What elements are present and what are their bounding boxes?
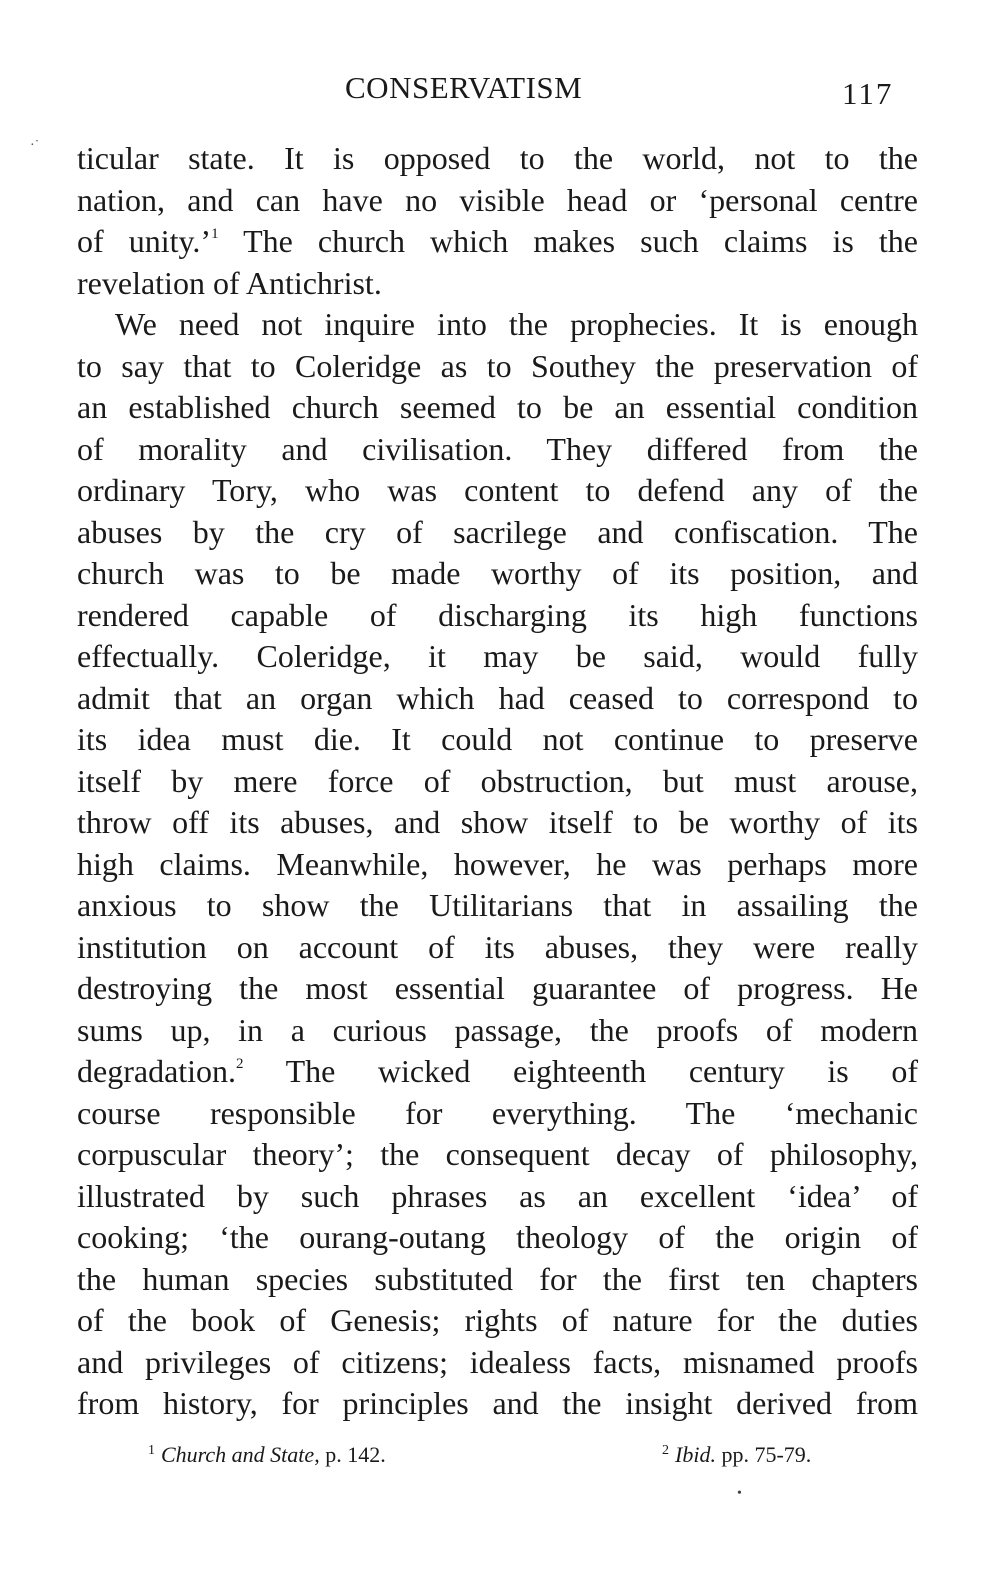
text-line: the human species substituted for the first ten chapters <box>77 1260 918 1297</box>
text-line: itself by mere force of obstruction, but must arouse, <box>77 762 918 799</box>
footnote-marker: 1 <box>148 1443 155 1458</box>
footnote-ref-1: 1 <box>211 226 219 242</box>
text-line: corpuscular theory’; the consequent decay of philosophy, <box>77 1136 918 1172</box>
text-line <box>77 1051 918 1093</box>
body-text <box>77 138 918 1425</box>
text-line: church was to be made worthy of its position, and <box>77 555 918 591</box>
footnotes <box>0 1442 1000 1482</box>
footnote-2 <box>662 1442 811 1468</box>
running-head <box>0 70 1000 110</box>
text-line: institution on account of its abuses, they were really <box>77 928 918 965</box>
text-line: admit that an organ which had ceased to correspond to <box>77 679 918 716</box>
text-fragment: The church which makes such claims is the <box>218 223 919 259</box>
text-line: illustrated by such phrases as an excellent ‘idea’ of <box>77 1177 918 1214</box>
text-line: ordinary Tory, who was content to defend any of the <box>77 472 918 508</box>
footnote-1 <box>148 1442 386 1468</box>
footnote-source-title: Church and State <box>161 1442 315 1467</box>
text-line: of morality and civilisation. They differed from the <box>77 430 918 467</box>
text-line: sums up, in a curious passage, the proofs of modern <box>77 1011 918 1048</box>
page-number: 117 <box>842 76 894 111</box>
text-line: destroying the most essential guarantee of progress. He <box>77 970 918 1006</box>
text-line: abuses by the cry of sacrilege and confiscation. The <box>77 513 918 550</box>
text-line: to say that to Coleridge as to Southey the preservation of <box>77 347 918 384</box>
text-line: effectually. Coleridge, it may be said, would fully <box>77 638 918 674</box>
footnote-marker: 2 <box>662 1443 669 1458</box>
footnote-source-title: Ibid. <box>675 1442 716 1467</box>
text-line: cooking; ‘the ourang-outang theology of the origin of <box>77 1219 918 1255</box>
text-line: course responsible for everything. The ‘mechanic <box>77 1094 918 1131</box>
page-title: CONSERVATISM <box>345 70 583 105</box>
text-fragment: The wicked eighteenth century is of <box>243 1053 918 1089</box>
text-line: of the book of Genesis; rights of nature for the duties <box>77 1302 918 1338</box>
footnote-page-ref: pp. 75-79. <box>715 1442 812 1467</box>
text-line: rendered capable of discharging its high functions <box>77 596 918 633</box>
paragraph-start-line: We need not inquire into the prophecies. It is enough <box>115 306 918 342</box>
footnote-page-ref: , p. 142. <box>314 1442 386 1467</box>
text-line: anxious to show the Utilitarians that in assailing the <box>77 887 918 923</box>
text-line <box>77 221 918 263</box>
bottom-speck: • <box>737 1486 742 1501</box>
margin-speck: ·˙ <box>30 138 40 153</box>
text-line: throw off its abuses, and show itself to be worthy of its <box>77 804 918 840</box>
text-line: its idea must die. It could not continue to preserve <box>77 721 918 757</box>
footnote-ref-2: 2 <box>236 1056 244 1072</box>
text-line: ticular state. It is opposed to the world, not to the <box>77 140 918 176</box>
text-line: nation, and can have no visible head or ‘personal centre <box>77 181 918 218</box>
text-fragment: of unity.’ <box>77 223 212 259</box>
text-line: from history, for principles and the insight derived from <box>77 1385 918 1421</box>
text-line: high claims. Meanwhile, however, he was perhaps more <box>77 845 918 882</box>
text-line: revelation of Antichrist. <box>77 264 382 301</box>
text-line: and privileges of citizens; idealess facts, misnamed proofs <box>77 1343 918 1380</box>
text-line: an established church seemed to be an essential condition <box>77 389 918 425</box>
text-fragment: degradation. <box>77 1053 237 1089</box>
